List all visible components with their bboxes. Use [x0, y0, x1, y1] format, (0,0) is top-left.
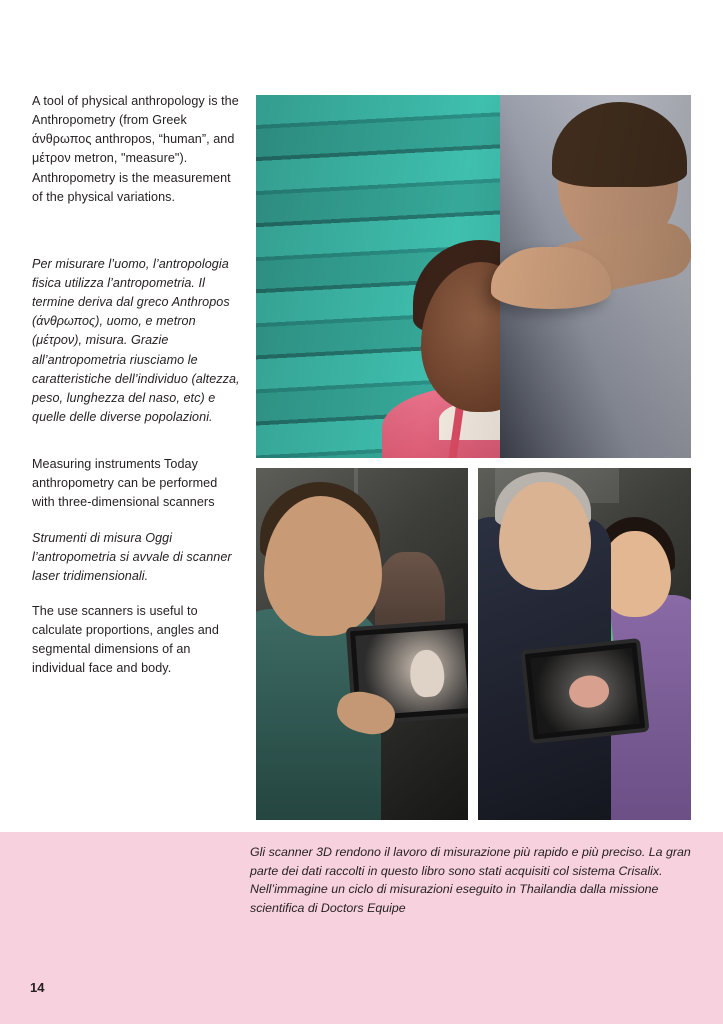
scanned-face-preview — [567, 673, 611, 709]
paragraph-use-en: The use scanners is useful to calculate proportions, angles and segmental dimensions of an individual face and body. — [32, 603, 219, 676]
paragraph-intro-it: Per misurare l’uomo, l’antropologia fisica utilizza l’antropometria. Il termine deriva dal greco Anthropos (άνθρωπος), uomo, e metron (μέτρον), misura. Grazie all’antropometria riusciamo le caratteristiche dell’individuo (altezza, peso, lunghezza del naso, etc) e quelle delle diverse popolazioni. — [32, 256, 240, 424]
figure-main-measurement — [256, 95, 691, 458]
operator-head — [499, 482, 591, 590]
photo-shading — [256, 95, 691, 458]
left-text-column — [32, 92, 242, 679]
figure-caption — [250, 843, 692, 917]
figure-clinic-scan — [478, 468, 691, 820]
figure-tablet-scan — [256, 468, 468, 820]
tablet-screen — [530, 648, 639, 734]
spacer — [32, 513, 242, 529]
spacer — [32, 427, 242, 455]
paragraph-intro-en: A tool of physical anthropology is the Anthropometry (from Greek άνθρωπος anthropos, “human”, and μέτρον metron, "measure"). Anthropometry is the measurement of the physical variations. — [32, 94, 239, 204]
tablet-device — [520, 638, 649, 744]
spacer — [32, 586, 242, 602]
page-number: 14 — [30, 980, 45, 995]
paragraph-instruments-en: Measuring instruments Today anthropometry can be performed with three-dimensional scanners — [32, 457, 218, 510]
caption-line-2: Nell’immagine un ciclo di misurazioni eseguito in Thailandia dalla missione scientifica di Doctors Equipe — [250, 882, 659, 915]
spacer — [32, 207, 242, 255]
caption-line-1: Gli scanner 3D rendono il lavoro di misurazione più rapido e più preciso. La gran parte dei dati raccolti in questo libro sono stati acquisiti col sistema Crisalix. — [250, 845, 691, 878]
paragraph-instruments-it: Strumenti di misura Oggi l’antropometria si avvale di scanner laser tridimensionali. — [32, 530, 232, 583]
scanned-face-preview — [409, 649, 447, 698]
